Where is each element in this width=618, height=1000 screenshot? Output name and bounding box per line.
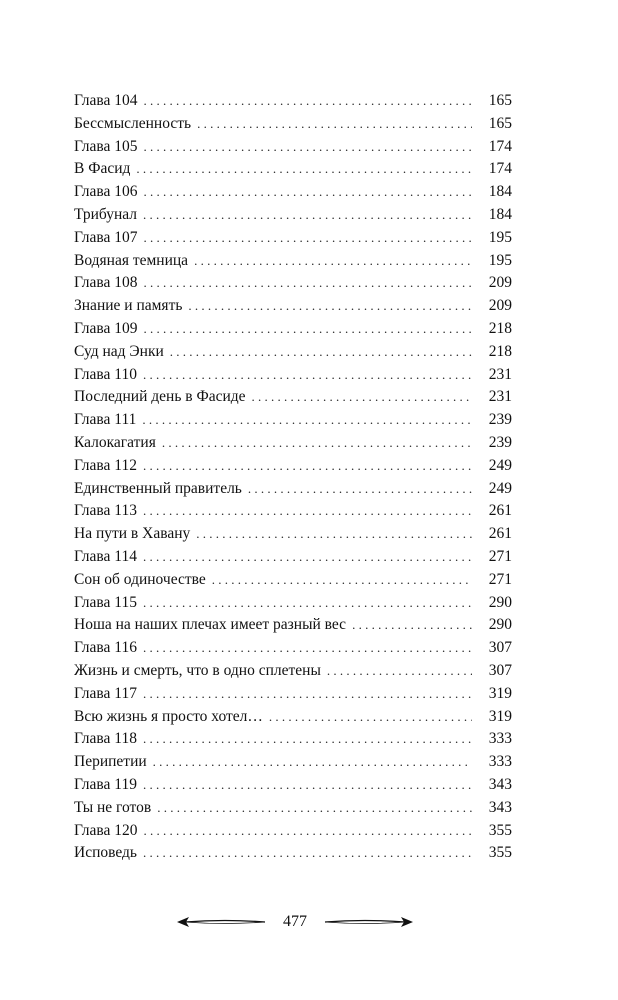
dot-leader xyxy=(153,751,472,774)
toc-entry xyxy=(74,820,512,843)
dot-leader xyxy=(144,820,472,843)
toc-entry xyxy=(74,728,512,751)
toc-entry-page: 355 xyxy=(488,844,512,862)
toc-entry-page: 343 xyxy=(488,798,512,816)
toc-entry xyxy=(74,478,512,501)
toc-entry-page: 195 xyxy=(488,251,512,269)
toc-entry xyxy=(74,500,512,523)
page-number: 477 xyxy=(279,913,311,931)
toc-entry xyxy=(74,683,512,706)
toc-entry-page: 174 xyxy=(488,137,512,155)
toc-entry-page: 261 xyxy=(488,525,512,543)
toc-entry-title: Трибунал xyxy=(74,205,138,223)
table-of-contents xyxy=(74,90,512,865)
toc-entry-title: Глава 115 xyxy=(74,593,137,611)
dot-leader xyxy=(157,797,472,820)
toc-entry-title: Калокагатия xyxy=(74,433,156,451)
dot-leader xyxy=(197,113,472,136)
toc-entry xyxy=(74,614,512,637)
toc-entry xyxy=(74,113,512,136)
toc-entry-page: 261 xyxy=(488,502,512,520)
toc-entry-page: 307 xyxy=(488,661,512,679)
toc-entry xyxy=(74,364,512,387)
dot-leader xyxy=(143,842,472,865)
toc-entry xyxy=(74,546,512,569)
dot-leader xyxy=(143,546,472,569)
dot-leader xyxy=(269,706,472,729)
toc-entry-page: 319 xyxy=(488,707,512,725)
toc-entry-page: 319 xyxy=(488,684,512,702)
dot-leader xyxy=(144,136,472,159)
toc-entry-page: 333 xyxy=(488,730,512,748)
toc-entry xyxy=(74,432,512,455)
toc-entry xyxy=(74,774,512,797)
toc-entry xyxy=(74,386,512,409)
dot-leader xyxy=(144,227,472,250)
toc-entry-title: Глава 109 xyxy=(74,319,138,337)
toc-entry-page: 174 xyxy=(488,160,512,178)
dot-leader xyxy=(196,523,472,546)
toc-entry xyxy=(74,181,512,204)
toc-entry-title: Глава 117 xyxy=(74,684,137,702)
toc-entry-title: Глава 104 xyxy=(74,92,138,109)
toc-entry xyxy=(74,569,512,592)
dot-leader xyxy=(170,341,472,364)
toc-entry xyxy=(74,204,512,227)
toc-entry-title: Ты не готов xyxy=(74,798,152,816)
toc-entry xyxy=(74,341,512,364)
toc-entry-page: 231 xyxy=(488,388,512,406)
toc-entry-title: На пути в Хавану xyxy=(74,525,191,543)
toc-entry-title: Глава 114 xyxy=(74,547,137,565)
toc-entry-title: Знание и память xyxy=(74,297,183,315)
dot-leader xyxy=(143,774,472,797)
dot-leader xyxy=(143,592,472,615)
toc-entry-title: Глава 118 xyxy=(74,730,137,748)
toc-entry-title: Глава 110 xyxy=(74,365,137,383)
dot-leader xyxy=(212,569,472,592)
toc-entry-page: 184 xyxy=(488,205,512,223)
toc-entry-page: 249 xyxy=(488,479,512,497)
dot-leader xyxy=(162,432,472,455)
toc-entry-page: 218 xyxy=(488,342,512,360)
toc-entry-title: Глава 119 xyxy=(74,775,137,793)
dot-leader xyxy=(144,90,472,113)
toc-entry xyxy=(74,272,512,295)
toc-entry-page: 343 xyxy=(488,775,512,793)
toc-entry-page: 271 xyxy=(488,570,512,588)
toc-entry-title: Жизнь и смерть, что в одно сплетены xyxy=(74,661,321,679)
toc-entry-title: Последний день в Фасиде xyxy=(74,388,246,406)
toc-entry-page: 355 xyxy=(488,821,512,839)
dot-leader xyxy=(143,204,472,227)
toc-entry xyxy=(74,797,512,820)
dot-leader xyxy=(143,683,472,706)
toc-entry-title: Исповедь xyxy=(74,844,137,862)
toc-entry-title: Бессмысленность xyxy=(74,114,192,132)
toc-entry-page: 307 xyxy=(488,639,512,657)
toc-entry xyxy=(74,706,512,729)
toc-entry-title: Глава 105 xyxy=(74,137,138,155)
dot-leader xyxy=(327,660,472,683)
toc-entry-page: 290 xyxy=(488,593,512,611)
dot-leader xyxy=(136,158,472,181)
toc-entry-page: 218 xyxy=(488,319,512,337)
toc-entry xyxy=(74,227,512,250)
toc-entry-page: 165 xyxy=(488,92,512,109)
dot-leader xyxy=(188,295,472,318)
dot-leader xyxy=(143,728,472,751)
toc-entry xyxy=(74,660,512,683)
toc-entry xyxy=(74,455,512,478)
dot-leader xyxy=(352,614,472,637)
toc-entry xyxy=(74,90,512,113)
toc-entry xyxy=(74,158,512,181)
toc-entry-title: Единственный правитель xyxy=(74,479,242,497)
toc-entry xyxy=(74,523,512,546)
toc-entry-page: 271 xyxy=(488,547,512,565)
dot-leader xyxy=(144,181,472,204)
toc-entry xyxy=(74,842,512,865)
toc-entry-title: Глава 107 xyxy=(74,228,138,246)
toc-entry-page: 239 xyxy=(488,411,512,429)
dot-leader xyxy=(194,250,472,273)
toc-entry xyxy=(74,592,512,615)
toc-entry-title: Ноша на наших плечах имеет разный вес xyxy=(74,616,347,634)
toc-entry xyxy=(74,409,512,432)
toc-entry xyxy=(74,250,512,273)
toc-entry xyxy=(74,295,512,318)
dot-leader xyxy=(143,637,472,660)
toc-entry xyxy=(74,318,512,341)
toc-entry-title: Суд над Энки xyxy=(74,342,164,360)
dot-leader xyxy=(252,386,472,409)
toc-entry-page: 290 xyxy=(488,616,512,634)
toc-entry-page: 209 xyxy=(488,274,512,292)
toc-entry-title: Глава 113 xyxy=(74,502,137,520)
toc-entry xyxy=(74,751,512,774)
toc-entry-title: В Фасид xyxy=(74,160,131,178)
toc-entry-page: 239 xyxy=(488,433,512,451)
toc-entry-title: Глава 120 xyxy=(74,821,138,839)
toc-entry-title: Глава 116 xyxy=(74,639,137,657)
toc-entry-title: Сон об одиночестве xyxy=(74,570,206,588)
toc-entry-page: 195 xyxy=(488,228,512,246)
dot-leader xyxy=(143,455,472,478)
toc-entry-page: 333 xyxy=(488,753,512,771)
toc-entry xyxy=(74,136,512,159)
toc-entry-title: Глава 111 xyxy=(74,411,137,429)
toc-entry-title: Перипетии xyxy=(74,753,147,771)
toc-entry-title: Глава 112 xyxy=(74,456,137,474)
dot-leader xyxy=(143,364,472,387)
dot-leader xyxy=(143,500,472,523)
dot-leader xyxy=(144,272,472,295)
toc-entry-page: 165 xyxy=(488,114,512,132)
toc-entry-page: 209 xyxy=(488,297,512,315)
dot-leader xyxy=(142,409,472,432)
toc-entry-title: Глава 108 xyxy=(74,274,138,292)
toc-entry-title: Всю жизнь я просто хотел… xyxy=(74,707,263,725)
toc-entry-page: 231 xyxy=(488,365,512,383)
page-footer xyxy=(175,908,415,936)
dot-leader xyxy=(248,478,472,501)
toc-entry-page: 184 xyxy=(488,183,512,201)
dot-leader xyxy=(144,318,472,341)
toc-entry-title: Водяная темница xyxy=(74,251,189,269)
toc-entry xyxy=(74,637,512,660)
toc-entry-title: Глава 106 xyxy=(74,183,138,201)
toc-entry-page: 249 xyxy=(488,456,512,474)
